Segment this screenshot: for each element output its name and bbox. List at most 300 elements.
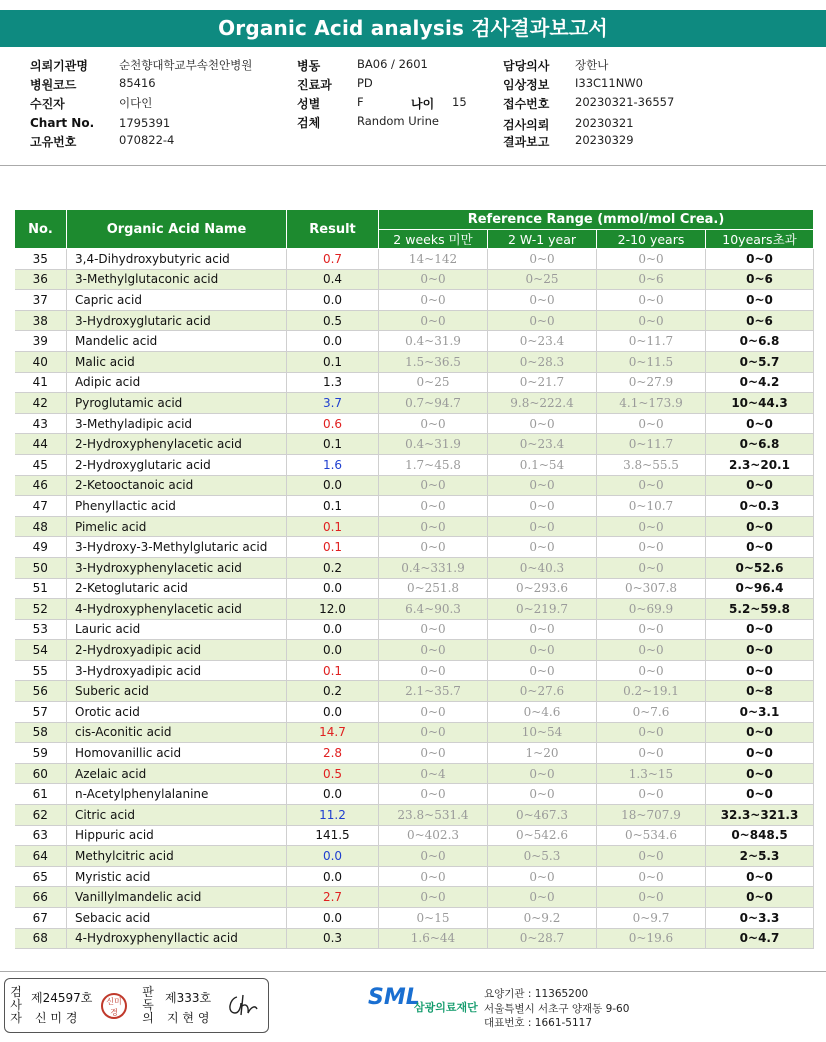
row-ref-2weeks: 0.7~94.7 (379, 393, 488, 414)
row-no: 53 (15, 619, 67, 640)
row-no: 60 (15, 763, 67, 784)
row-ref-10y-plus: 2.3~20.1 (706, 454, 814, 475)
row-result: 0.1 (287, 351, 379, 372)
row-no: 68 (15, 928, 67, 949)
row-result: 0.0 (287, 640, 379, 661)
row-name: Sebacic acid (67, 908, 287, 929)
table-row (15, 681, 814, 702)
row-ref-2-10y: 4.1~173.9 (597, 393, 706, 414)
row-ref-2weeks: 0~0 (379, 784, 488, 805)
table-row (15, 516, 814, 537)
row-no: 48 (15, 516, 67, 537)
row-ref-2w-1y: 0~0 (488, 290, 597, 311)
row-result: 11.2 (287, 805, 379, 826)
row-ref-10y-plus: 10~44.3 (706, 393, 814, 414)
row-ref-2w-1y: 0~5.3 (488, 846, 597, 867)
row-no: 41 (15, 372, 67, 393)
row-result: 0.0 (287, 908, 379, 929)
row-no: 56 (15, 681, 67, 702)
value-specimen: Random Urine (357, 114, 439, 128)
row-result: 1.3 (287, 372, 379, 393)
row-name: Myristic acid (67, 866, 287, 887)
row-name: Capric acid (67, 290, 287, 311)
value-patient: 이다인 (119, 96, 153, 110)
value-clinical-info: I33C11NW0 (575, 76, 643, 90)
value-doctor: 장한나 (575, 58, 609, 72)
label-receipt-no: 접수번호 (503, 97, 550, 111)
lab-info (484, 987, 629, 1031)
row-ref-2-10y: 0~69.9 (597, 599, 706, 620)
table-row (15, 310, 814, 331)
row-ref-2weeks: 0~0 (379, 619, 488, 640)
table-row (15, 413, 814, 434)
row-ref-2-10y: 0~9.7 (597, 908, 706, 929)
row-result: 0.1 (287, 660, 379, 681)
row-ref-10y-plus: 0~4.2 (706, 372, 814, 393)
row-result: 0.0 (287, 619, 379, 640)
row-ref-2-10y: 0~534.6 (597, 825, 706, 846)
row-ref-2w-1y: 0~0 (488, 537, 597, 558)
row-ref-2w-1y: 0~0 (488, 496, 597, 517)
table-row (15, 434, 814, 455)
row-result: 0.4 (287, 269, 379, 290)
label-specimen: 검체 (297, 116, 321, 130)
row-result: 3.7 (287, 393, 379, 414)
table-row (15, 249, 814, 270)
row-name: Orotic acid (67, 702, 287, 723)
row-ref-10y-plus: 0~0 (706, 619, 814, 640)
row-ref-2weeks: 0~0 (379, 660, 488, 681)
row-ref-10y-plus: 5.2~59.8 (706, 599, 814, 620)
table-row (15, 928, 814, 949)
table-row (15, 351, 814, 372)
row-result: 0.0 (287, 702, 379, 723)
row-ref-10y-plus: 0~0 (706, 475, 814, 496)
row-ref-2w-1y: 0~28.7 (488, 928, 597, 949)
row-name: Phenyllactic acid (67, 496, 287, 517)
table-row (15, 805, 814, 826)
row-ref-2w-1y: 0~0 (488, 640, 597, 661)
lab-address: 서울특별시 서초구 양재동 9-60 (484, 1002, 630, 1015)
row-name: Vanillylmandelic acid (67, 887, 287, 908)
row-no: 38 (15, 310, 67, 331)
row-result: 0.7 (287, 249, 379, 270)
table-row (15, 475, 814, 496)
value-ward: BA06 / 2601 (357, 57, 428, 71)
row-no: 52 (15, 599, 67, 620)
row-ref-2weeks: 0.4~31.9 (379, 434, 488, 455)
examiner-label: 검사자 (10, 985, 22, 1025)
row-ref-10y-plus: 0~96.4 (706, 578, 814, 599)
row-ref-2-10y: 0~27.9 (597, 372, 706, 393)
row-name: Pimelic acid (67, 516, 287, 537)
row-ref-2weeks: 0~402.3 (379, 825, 488, 846)
value-sex: F (357, 95, 364, 109)
value-request-date: 20230321 (575, 116, 634, 130)
row-ref-2-10y: 0~19.6 (597, 928, 706, 949)
row-ref-10y-plus: 32.3~321.3 (706, 805, 814, 826)
row-ref-10y-plus: 0~0 (706, 537, 814, 558)
examiner-license: 제24597호 (31, 991, 93, 1005)
row-name: Pyroglutamic acid (67, 393, 287, 414)
row-ref-2-10y: 0~0 (597, 640, 706, 661)
table-row (15, 331, 814, 352)
row-ref-2weeks: 0~4 (379, 763, 488, 784)
patient-info (0, 0, 826, 160)
row-ref-2-10y: 0~10.7 (597, 496, 706, 517)
row-result: 0.0 (287, 578, 379, 599)
label-ward: 병동 (297, 59, 321, 73)
row-no: 39 (15, 331, 67, 352)
label-department: 진료과 (297, 78, 332, 92)
col-header-no: No. (15, 210, 67, 249)
row-no: 58 (15, 722, 67, 743)
row-result: 1.6 (287, 454, 379, 475)
row-name: Lauric acid (67, 619, 287, 640)
row-name: Citric acid (67, 805, 287, 826)
row-name: 3-Hydroxyglutaric acid (67, 310, 287, 331)
row-result: 0.1 (287, 434, 379, 455)
reviewer-name: 지 현 영 (167, 1011, 210, 1025)
row-ref-10y-plus: 0~0 (706, 743, 814, 764)
row-result: 0.0 (287, 290, 379, 311)
row-ref-10y-plus: 0~8 (706, 681, 814, 702)
row-ref-10y-plus: 0~6.8 (706, 331, 814, 352)
row-ref-2-10y: 0~0 (597, 743, 706, 764)
row-ref-2w-1y: 0~0 (488, 475, 597, 496)
row-name: 3-Methyladipic acid (67, 413, 287, 434)
row-ref-2w-1y: 0.1~54 (488, 454, 597, 475)
row-result: 14.7 (287, 722, 379, 743)
row-no: 66 (15, 887, 67, 908)
row-ref-2w-1y: 0~0 (488, 763, 597, 784)
row-no: 50 (15, 557, 67, 578)
row-name: Adipic acid (67, 372, 287, 393)
footer-divider (0, 971, 826, 972)
row-ref-2w-1y: 0~28.3 (488, 351, 597, 372)
row-result: 0.1 (287, 496, 379, 517)
row-ref-2-10y: 0~11.7 (597, 331, 706, 352)
row-ref-10y-plus: 0~6.8 (706, 434, 814, 455)
value-hospital-code: 85416 (119, 76, 156, 90)
row-name: 2-Ketoglutaric acid (67, 578, 287, 599)
label-sex: 성별 (297, 97, 321, 111)
row-no: 64 (15, 846, 67, 867)
value-unique-no: 070822-4 (119, 133, 175, 147)
row-name: Malic acid (67, 351, 287, 372)
row-no: 57 (15, 702, 67, 723)
table-row (15, 290, 814, 311)
row-ref-10y-plus: 0~0 (706, 413, 814, 434)
row-name: Methylcitric acid (67, 846, 287, 867)
row-name: Mandelic acid (67, 331, 287, 352)
row-ref-2weeks: 0~0 (379, 290, 488, 311)
table-row (15, 557, 814, 578)
row-ref-2-10y: 3.8~55.5 (597, 454, 706, 475)
row-no: 67 (15, 908, 67, 929)
label-unique-no: 고유번호 (30, 135, 77, 149)
row-ref-2w-1y: 0~0 (488, 310, 597, 331)
row-ref-2w-1y: 0~25 (488, 269, 597, 290)
row-ref-2-10y: 0~11.5 (597, 351, 706, 372)
row-ref-2-10y: 0~0 (597, 660, 706, 681)
row-result: 0.1 (287, 537, 379, 558)
col-header-10y-plus: 10years초과 (706, 230, 814, 249)
row-ref-2weeks: 0~0 (379, 496, 488, 517)
row-ref-10y-plus: 0~0 (706, 640, 814, 661)
row-ref-10y-plus: 0~0 (706, 660, 814, 681)
row-ref-2-10y: 0~307.8 (597, 578, 706, 599)
row-no: 35 (15, 249, 67, 270)
value-report-date: 20230329 (575, 133, 634, 147)
row-ref-2-10y: 0~0 (597, 537, 706, 558)
row-ref-2-10y: 18~707.9 (597, 805, 706, 826)
reviewer-signature (223, 991, 261, 1021)
row-no: 59 (15, 743, 67, 764)
row-name: 3-Methylglutaconic acid (67, 269, 287, 290)
row-ref-2weeks: 0~25 (379, 372, 488, 393)
row-ref-2w-1y: 10~54 (488, 722, 597, 743)
row-no: 54 (15, 640, 67, 661)
row-ref-2weeks: 0~0 (379, 702, 488, 723)
row-ref-10y-plus: 0~0 (706, 290, 814, 311)
table-row (15, 722, 814, 743)
row-ref-10y-plus: 0~848.5 (706, 825, 814, 846)
row-ref-2weeks: 0~0 (379, 846, 488, 867)
row-ref-2w-1y: 0~0 (488, 249, 597, 270)
lab-code: 요양기관 : 11365200 (484, 988, 589, 1000)
row-result: 0.0 (287, 331, 379, 352)
row-name: 3,4-Dihydroxybutyric acid (67, 249, 287, 270)
row-no: 49 (15, 537, 67, 558)
row-result: 0.0 (287, 784, 379, 805)
row-ref-2w-1y: 0~23.4 (488, 434, 597, 455)
row-ref-2-10y: 0~0 (597, 784, 706, 805)
row-ref-2w-1y: 0~293.6 (488, 578, 597, 599)
table-row (15, 372, 814, 393)
row-name: Hippuric acid (67, 825, 287, 846)
row-ref-10y-plus: 0~4.7 (706, 928, 814, 949)
row-ref-2w-1y: 1~20 (488, 743, 597, 764)
reviewer-label: 판독의 (142, 985, 154, 1025)
row-ref-2weeks: 0~0 (379, 887, 488, 908)
row-name: 3-Hydroxyphenylacetic acid (67, 557, 287, 578)
table-row (15, 763, 814, 784)
row-result: 2.8 (287, 743, 379, 764)
row-ref-10y-plus: 0~0.3 (706, 496, 814, 517)
row-ref-2-10y: 0~0 (597, 887, 706, 908)
row-ref-2weeks: 0~0 (379, 722, 488, 743)
row-ref-2weeks: 0~0 (379, 310, 488, 331)
examiner-stamp: 신미경 (101, 993, 127, 1019)
col-header-result: Result (287, 210, 379, 249)
row-ref-10y-plus: 0~3.1 (706, 702, 814, 723)
row-ref-2w-1y: 0~219.7 (488, 599, 597, 620)
row-no: 47 (15, 496, 67, 517)
value-department: PD (357, 76, 373, 90)
row-name: 3-Hydroxyadipic acid (67, 660, 287, 681)
row-ref-2weeks: 0~0 (379, 640, 488, 661)
table-row (15, 496, 814, 517)
row-no: 44 (15, 434, 67, 455)
row-name: n-Acetylphenylalanine (67, 784, 287, 805)
row-no: 43 (15, 413, 67, 434)
value-age: 15 (452, 95, 467, 109)
row-ref-10y-plus: 0~0 (706, 249, 814, 270)
row-ref-2weeks: 1.7~45.8 (379, 454, 488, 475)
row-ref-2w-1y: 0~0 (488, 660, 597, 681)
row-result: 0.2 (287, 681, 379, 702)
row-result: 0.5 (287, 310, 379, 331)
row-result: 0.0 (287, 866, 379, 887)
row-ref-2-10y: 0~0 (597, 413, 706, 434)
row-result: 12.0 (287, 599, 379, 620)
row-ref-2weeks: 0~0 (379, 516, 488, 537)
table-row (15, 784, 814, 805)
row-ref-2-10y: 1.3~15 (597, 763, 706, 784)
row-no: 63 (15, 825, 67, 846)
row-ref-2weeks: 0~0 (379, 475, 488, 496)
row-name: 4-Hydroxyphenyllactic acid (67, 928, 287, 949)
row-ref-2w-1y: 0~467.3 (488, 805, 597, 826)
results-table (14, 209, 814, 949)
row-ref-2w-1y: 0~4.6 (488, 702, 597, 723)
logo-org-name: 삼광의료재단 (414, 1001, 478, 1014)
row-ref-2-10y: 0~0 (597, 475, 706, 496)
row-ref-2weeks: 0~15 (379, 908, 488, 929)
row-ref-10y-plus: 2~5.3 (706, 846, 814, 867)
row-ref-2w-1y: 0~27.6 (488, 681, 597, 702)
row-ref-2w-1y: 0~0 (488, 619, 597, 640)
row-ref-2w-1y: 0~21.7 (488, 372, 597, 393)
row-no: 61 (15, 784, 67, 805)
row-name: 2-Hydroxyglutaric acid (67, 454, 287, 475)
row-ref-2-10y: 0~6 (597, 269, 706, 290)
row-ref-2-10y: 0~0 (597, 249, 706, 270)
logo-mark: SML (368, 985, 420, 1010)
row-ref-2weeks: 0~0 (379, 269, 488, 290)
row-ref-2w-1y: 0~0 (488, 516, 597, 537)
row-result: 0.0 (287, 475, 379, 496)
row-no: 45 (15, 454, 67, 475)
row-name: Azelaic acid (67, 763, 287, 784)
row-ref-2w-1y: 0~40.3 (488, 557, 597, 578)
row-no: 46 (15, 475, 67, 496)
value-chart-no: 1795391 (119, 116, 171, 130)
row-ref-2weeks: 0~0 (379, 537, 488, 558)
row-no: 36 (15, 269, 67, 290)
label-clinical-info: 임상정보 (503, 78, 550, 92)
row-no: 62 (15, 805, 67, 826)
row-ref-2weeks: 2.1~35.7 (379, 681, 488, 702)
table-row (15, 393, 814, 414)
row-ref-2weeks: 23.8~531.4 (379, 805, 488, 826)
row-ref-10y-plus: 0~52.6 (706, 557, 814, 578)
row-ref-10y-plus: 0~6 (706, 269, 814, 290)
row-no: 37 (15, 290, 67, 311)
row-ref-2w-1y: 9.8~222.4 (488, 393, 597, 414)
row-ref-2-10y: 0~0 (597, 619, 706, 640)
row-ref-2weeks: 0~0 (379, 413, 488, 434)
row-ref-10y-plus: 0~0 (706, 866, 814, 887)
row-ref-2w-1y: 0~23.4 (488, 331, 597, 352)
col-header-name: Organic Acid Name (67, 210, 287, 249)
row-name: 3-Hydroxy-3-Methylglutaric acid (67, 537, 287, 558)
row-result: 0.2 (287, 557, 379, 578)
row-ref-10y-plus: 0~0 (706, 722, 814, 743)
row-result: 0.6 (287, 413, 379, 434)
row-name: 2-Hydroxyadipic acid (67, 640, 287, 661)
row-ref-2weeks: 0~0 (379, 743, 488, 764)
table-row (15, 866, 814, 887)
label-request-date: 검사의뢰 (503, 118, 550, 132)
row-ref-2-10y: 0~0 (597, 722, 706, 743)
row-no: 55 (15, 660, 67, 681)
table-row (15, 599, 814, 620)
row-ref-2-10y: 0~0 (597, 557, 706, 578)
row-ref-2-10y: 0.2~19.1 (597, 681, 706, 702)
row-no: 65 (15, 866, 67, 887)
row-ref-10y-plus: 0~0 (706, 784, 814, 805)
row-result: 0.5 (287, 763, 379, 784)
row-result: 141.5 (287, 825, 379, 846)
col-header-2-10y: 2-10 years (597, 230, 706, 249)
row-result: 2.7 (287, 887, 379, 908)
row-result: 0.1 (287, 516, 379, 537)
row-ref-2weeks: 1.5~36.5 (379, 351, 488, 372)
row-ref-2-10y: 0~0 (597, 290, 706, 311)
lab-phone: 대표번호 : 1661-5117 (484, 1017, 593, 1029)
table-row (15, 908, 814, 929)
col-header-reference: Reference Range (mmol/mol Crea.) (379, 210, 814, 230)
row-ref-2-10y: 0~0 (597, 516, 706, 537)
report-title: Organic Acid analysis 검사결과보고서 (0, 10, 826, 47)
label-chart-no: Chart No. (30, 116, 95, 130)
table-row (15, 825, 814, 846)
row-name: 2-Hydroxyphenylacetic acid (67, 434, 287, 455)
signature-box (4, 978, 269, 1033)
value-institution: 순천향대학교부속천안병원 (119, 58, 253, 72)
row-ref-2weeks: 6.4~90.3 (379, 599, 488, 620)
row-ref-10y-plus: 0~5.7 (706, 351, 814, 372)
col-header-2w-1y: 2 W-1 year (488, 230, 597, 249)
row-ref-2w-1y: 0~0 (488, 413, 597, 434)
label-hospital-code: 병원코드 (30, 78, 77, 92)
row-name: Homovanillic acid (67, 743, 287, 764)
table-row (15, 660, 814, 681)
table-row (15, 269, 814, 290)
row-no: 42 (15, 393, 67, 414)
label-doctor: 담당의사 (503, 59, 550, 73)
row-ref-2-10y: 0~7.6 (597, 702, 706, 723)
table-row (15, 578, 814, 599)
row-name: Suberic acid (67, 681, 287, 702)
row-ref-2weeks: 0.4~31.9 (379, 331, 488, 352)
row-ref-2w-1y: 0~0 (488, 784, 597, 805)
label-institution: 의뢰기관명 (30, 59, 88, 73)
reviewer-license: 제333호 (165, 991, 212, 1005)
row-ref-2weeks: 14~142 (379, 249, 488, 270)
row-ref-2weeks: 0~251.8 (379, 578, 488, 599)
row-ref-2w-1y: 0~542.6 (488, 825, 597, 846)
table-row (15, 454, 814, 475)
row-ref-2-10y: 0~0 (597, 846, 706, 867)
table-row (15, 537, 814, 558)
row-result: 0.0 (287, 846, 379, 867)
row-ref-2w-1y: 0~0 (488, 887, 597, 908)
col-header-2weeks: 2 weeks 미만 (379, 230, 488, 249)
row-ref-2weeks: 0~0 (379, 866, 488, 887)
